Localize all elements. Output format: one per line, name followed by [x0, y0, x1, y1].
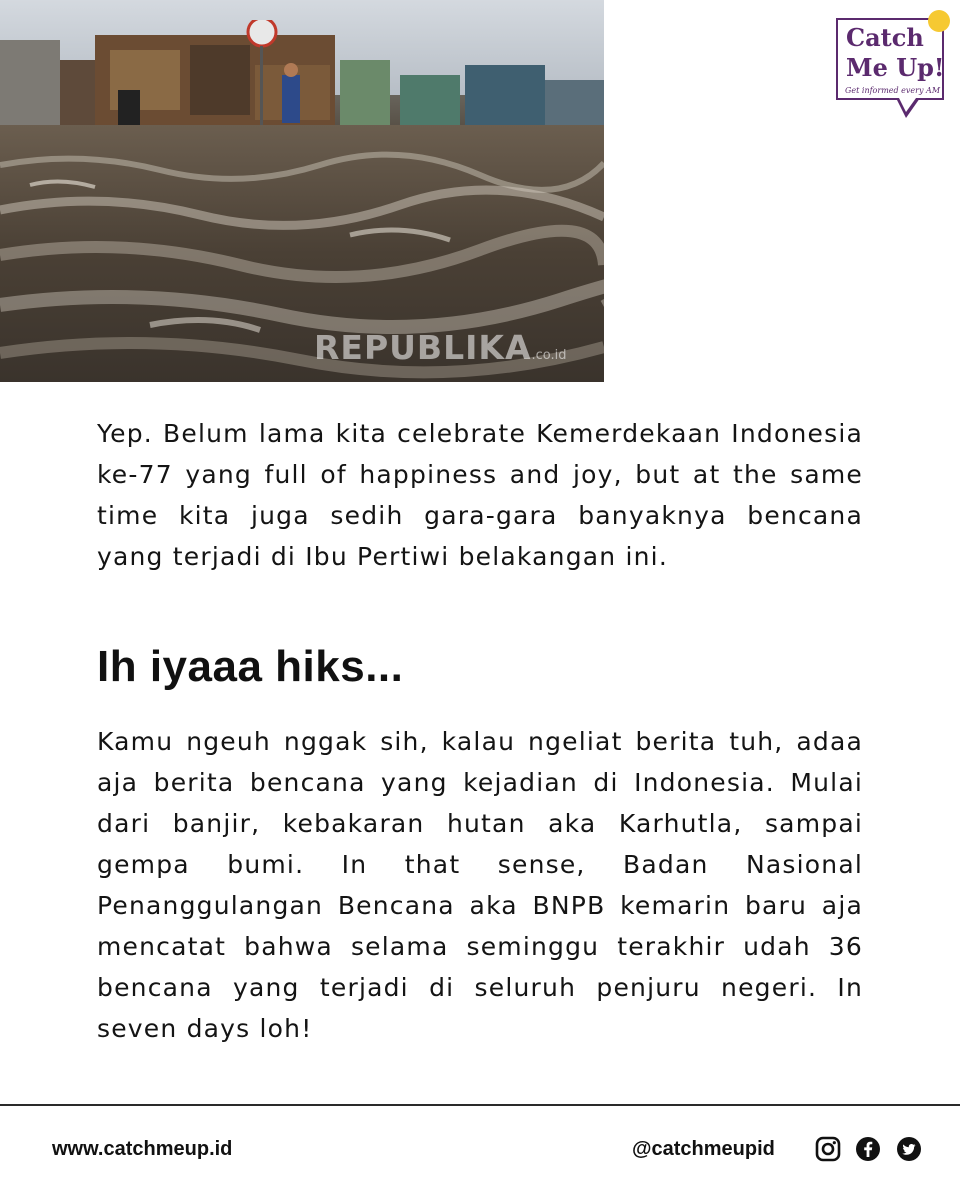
- article-heading: Ih iyaaa hiks...: [97, 642, 404, 691]
- footer-divider: [0, 1104, 960, 1106]
- instagram-icon[interactable]: [815, 1136, 841, 1162]
- photo-buildings: [0, 20, 604, 130]
- photo-watermark: REPUBLIKA.co.id: [314, 328, 567, 367]
- footer-website-link[interactable]: www.catchmeup.id: [52, 1138, 233, 1160]
- article-paragraph-2: Kamu ngeuh nggak sih, kalau ngeliat berita tuh, adaa aja berita bencana yang kejadian di Indonesia. Mulai dari banjir, kebakaran hutan aka Karhutla, sampai gempa bumi. In that sense, Badan Nasional Penanggulangan Bencana aka BNPB kemarin baru aja mencatat bahwa selama seminggu terakhir udah 36 bencana yang terjadi di seluruh penjuru negeri. In seven days loh!: [97, 727, 863, 1043]
- twitter-icon[interactable]: [896, 1136, 922, 1162]
- catch-me-up-logo: [836, 18, 944, 100]
- flood-photo: [0, 0, 604, 382]
- facebook-icon[interactable]: [855, 1136, 881, 1162]
- logo-speech-tail-inner: [899, 98, 916, 112]
- logo-line1: Catch: [846, 23, 924, 52]
- logo-dot: [928, 10, 950, 32]
- logo-line2: Me Up!: [846, 53, 945, 82]
- logo-tagline: Get informed every AM: [845, 86, 941, 95]
- footer-social-handle[interactable]: @catchmeupid: [632, 1138, 775, 1160]
- article-paragraph-1: Yep. Belum lama kita celebrate Kemerdekaan Indonesia ke-77 yang full of happiness and joy, but at the same time kita juga sedih gara-gara banyaknya bencana yang terjadi di Ibu Pertiwi belakangan ini.: [97, 419, 863, 571]
